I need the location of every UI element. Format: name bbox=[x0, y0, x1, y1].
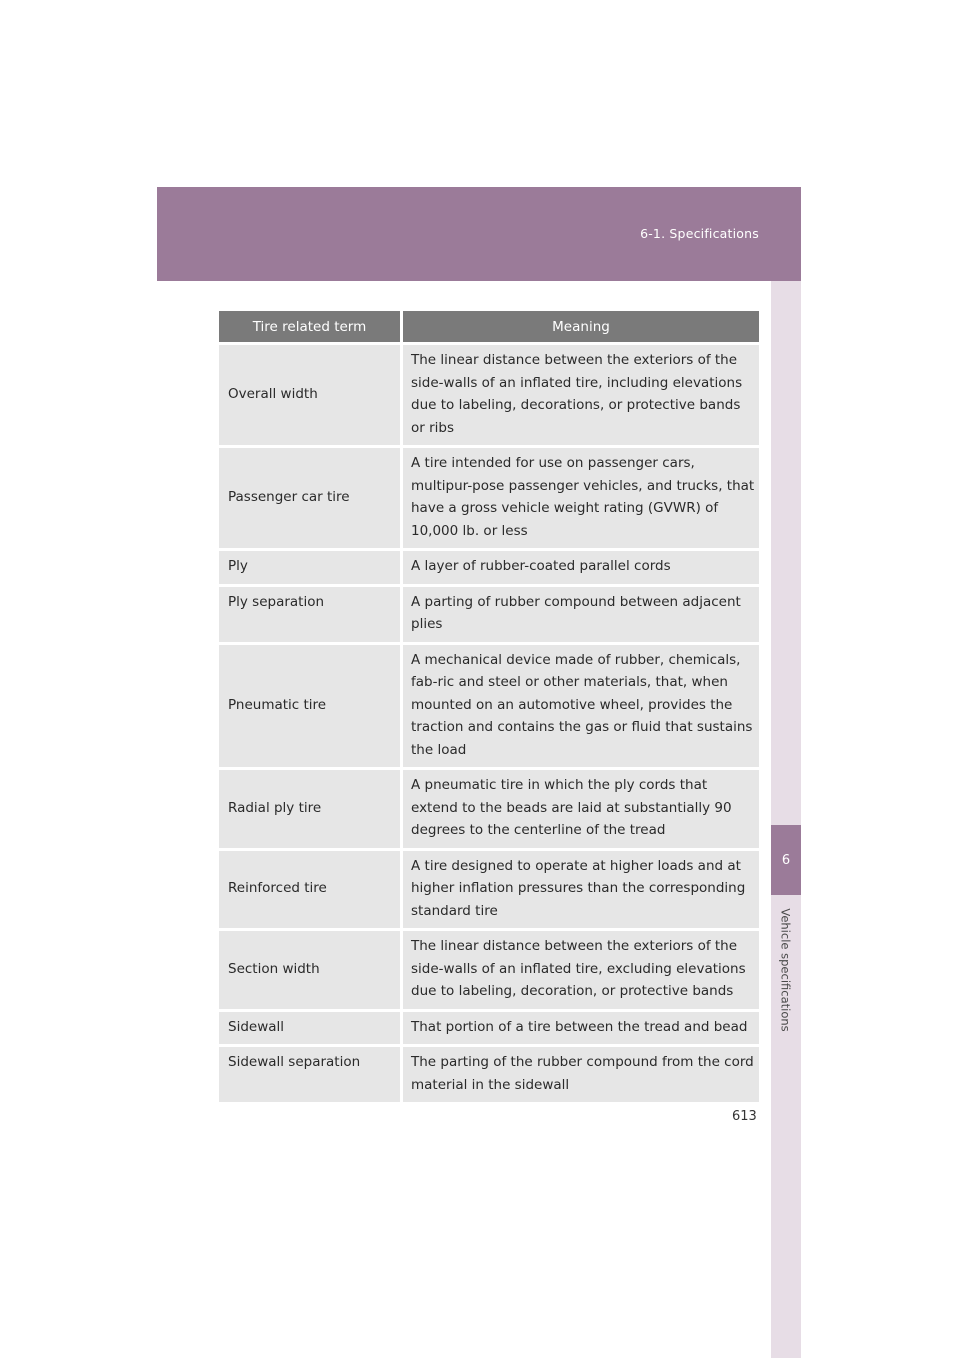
term-cell: Sidewall separation bbox=[219, 1047, 403, 1102]
table-row bbox=[219, 770, 759, 848]
tire-terms-table bbox=[219, 308, 759, 1105]
term-cell: Passenger car tire bbox=[219, 448, 403, 548]
meaning-cell: That portion of a tire between the tread and bead bbox=[403, 1012, 759, 1045]
meaning-cell: A pneumatic tire in which the ply cords that extend to the beads are laid at substantially 90 degrees to the centerline of the tread bbox=[403, 770, 759, 848]
table-row bbox=[219, 1012, 759, 1045]
term-cell: Pneumatic tire bbox=[219, 645, 403, 768]
chapter-number-tab: 6 bbox=[771, 825, 801, 895]
table-row bbox=[219, 551, 759, 584]
term-cell: Overall width bbox=[219, 345, 403, 445]
side-tab-upper bbox=[771, 281, 801, 825]
meaning-cell: The parting of the rubber compound from the cord material in the sidewall bbox=[403, 1047, 759, 1102]
term-cell: Ply separation bbox=[219, 587, 403, 642]
table-row bbox=[219, 448, 759, 548]
page-number: 613 bbox=[732, 1109, 757, 1124]
table-row bbox=[219, 931, 759, 1009]
meaning-cell: A layer of rubber-coated parallel cords bbox=[403, 551, 759, 584]
term-cell: Reinforced tire bbox=[219, 851, 403, 929]
section-title: 6-1. Specifications bbox=[640, 226, 759, 241]
table-row bbox=[219, 345, 759, 445]
term-cell: Radial ply tire bbox=[219, 770, 403, 848]
table-row bbox=[219, 851, 759, 929]
chapter-label-vertical bbox=[771, 895, 801, 1045]
chapter-label: Vehicle specifications bbox=[779, 908, 793, 1032]
table-row bbox=[219, 1047, 759, 1102]
table-row bbox=[219, 587, 759, 642]
term-cell: Sidewall bbox=[219, 1012, 403, 1045]
meaning-cell: A tire intended for use on passenger cars, multipur-pose passenger vehicles, and trucks, that have a gross vehicle weight rating (GVWR) of 10,000 lb. or less bbox=[403, 448, 759, 548]
term-cell: Section width bbox=[219, 931, 403, 1009]
meaning-cell: A tire designed to operate at higher loads and at higher inflation pressures than the corresponding standard tire bbox=[403, 851, 759, 929]
term-cell: Ply bbox=[219, 551, 403, 584]
meaning-cell: The linear distance between the exteriors of the side-walls of an inflated tire, including elevations due to labeling, decorations, or protective bands or ribs bbox=[403, 345, 759, 445]
meaning-cell: A parting of rubber compound between adjacent plies bbox=[403, 587, 759, 642]
section-header-band bbox=[157, 187, 801, 281]
table-header-row bbox=[219, 311, 759, 342]
meaning-cell: The linear distance between the exteriors of the side-walls of an inflated tire, excluding elevations due to labeling, decoration, or protective bands bbox=[403, 931, 759, 1009]
column-header-term: Tire related term bbox=[219, 311, 403, 342]
meaning-cell: A mechanical device made of rubber, chemicals, fab-ric and steel or other materials, that, when mounted on an automotive wheel, provides the traction and contains the gas or fluid that sustains the load bbox=[403, 645, 759, 768]
table-row bbox=[219, 645, 759, 768]
column-header-meaning: Meaning bbox=[403, 311, 759, 342]
